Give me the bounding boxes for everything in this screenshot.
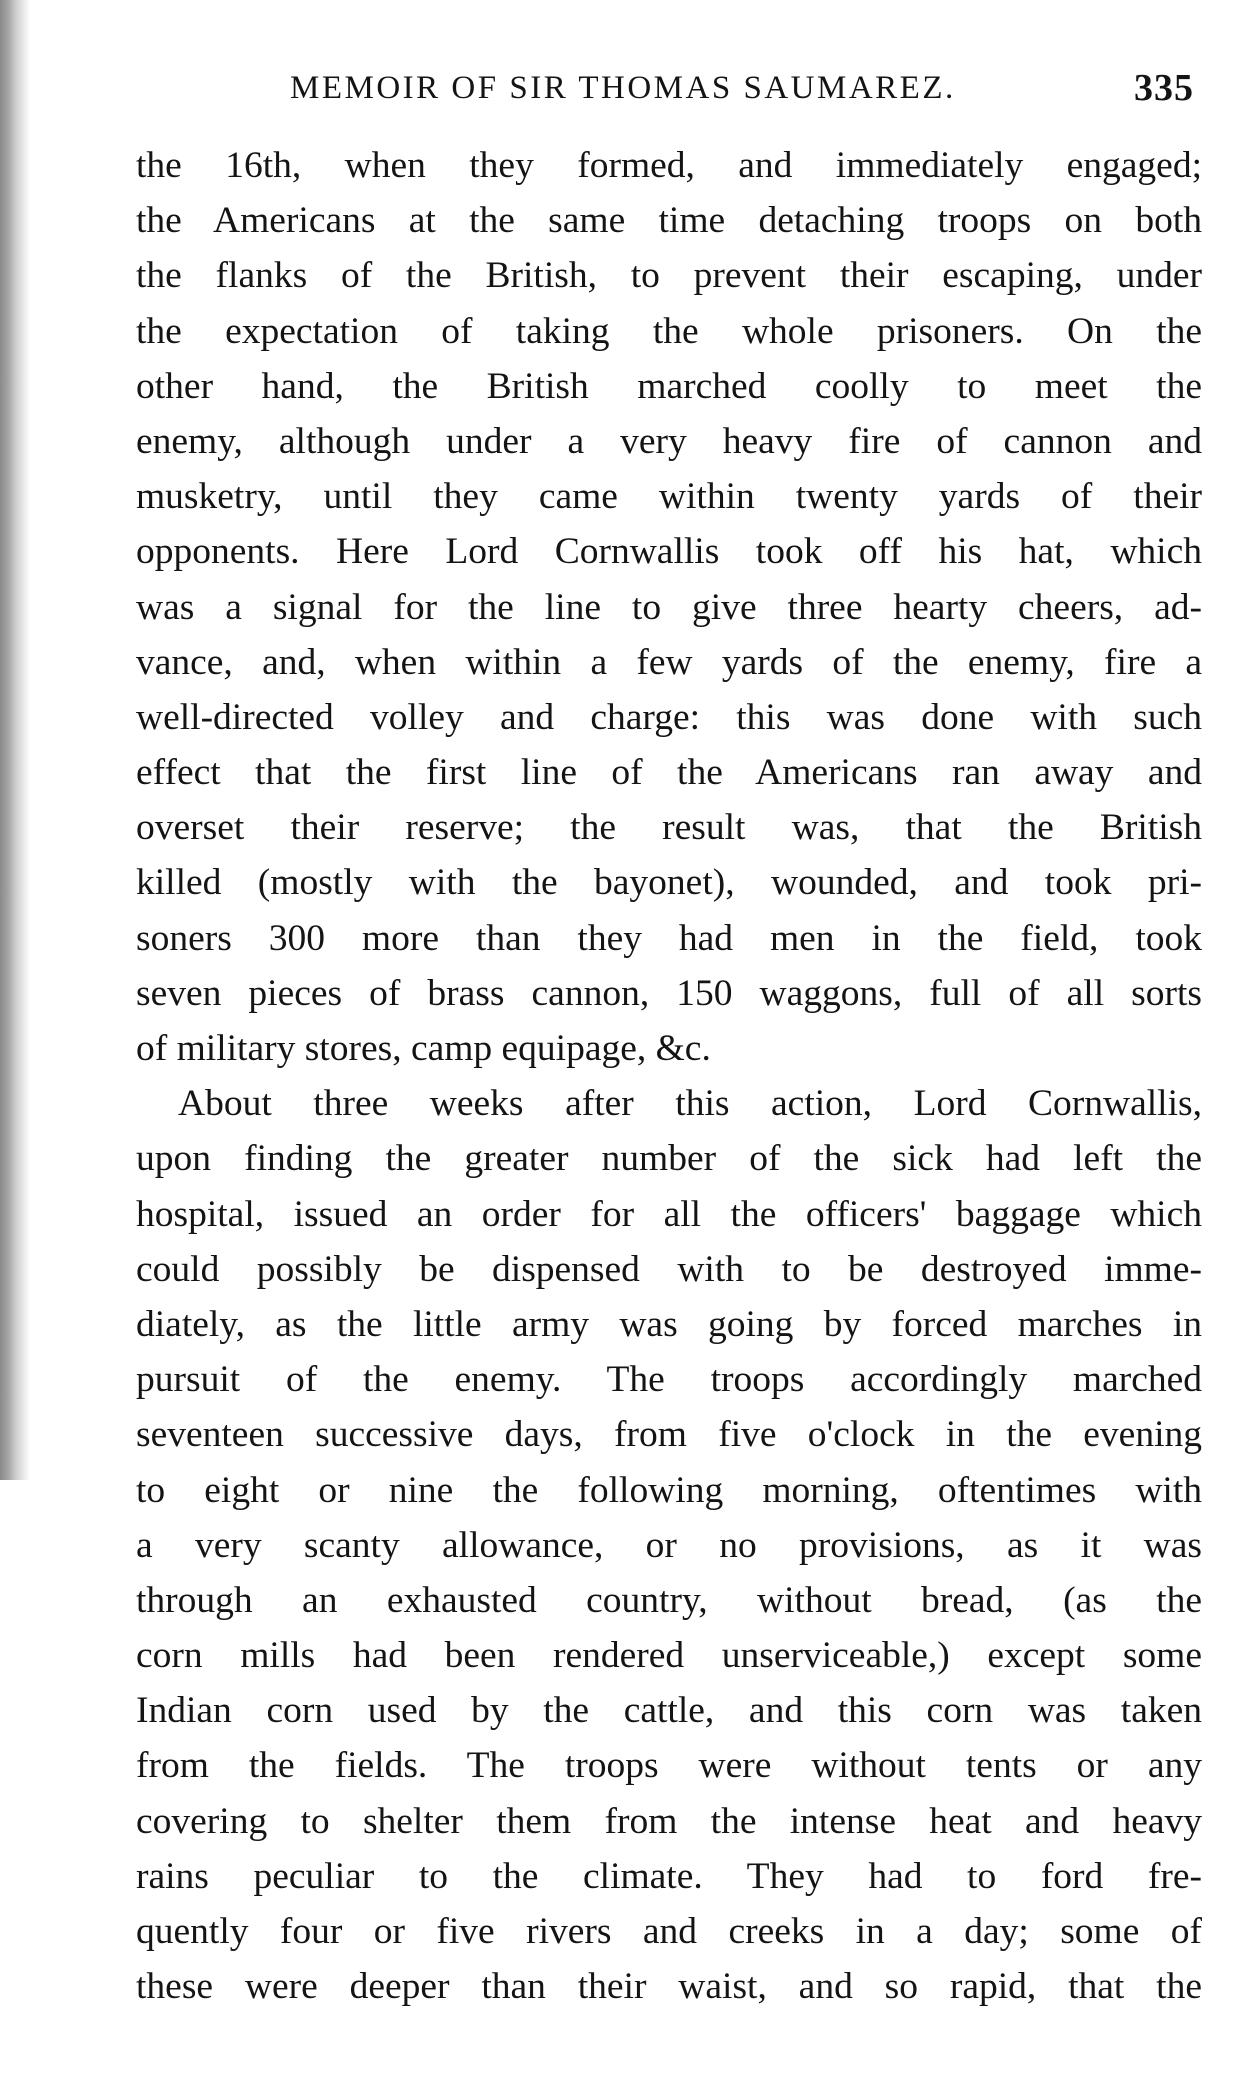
text-line: overset their reserve; the result was, that the British — [136, 807, 1202, 849]
text-line: corn mills had been rendered unserviceable,) except some — [136, 1635, 1202, 1677]
text-line: the 16th, when they formed, and immediately engaged; — [136, 145, 1202, 186]
text-line: a very scanty allowance, or no provisions, as it was — [136, 1524, 1202, 1566]
text-line: rains peculiar to the climate. They had to ford fre- — [136, 1855, 1202, 1897]
text-line: pursuit of the enemy. The troops accordingly marched — [136, 1359, 1202, 1401]
text-line: hospital, issued an order for all the officers' baggage which — [136, 1193, 1202, 1235]
text-line: the expectation of taking the whole prisoners. On the — [136, 310, 1202, 352]
text-line: covering to shelter them from the intense heat and heavy — [136, 1800, 1202, 1842]
text-line: from the fields. The troops were without tents or any — [136, 1745, 1202, 1787]
text-line: About three weeks after this action, Lord Cornwallis, — [178, 1083, 1202, 1125]
binding-edge-shadow — [0, 0, 30, 1480]
page-header — [282, 66, 1202, 114]
body-text — [136, 138, 1202, 2014]
text-line: effect that the first line of the Americans ran away and — [136, 752, 1202, 794]
text-line: quently four or five rivers and creeks in a day; some of — [136, 1911, 1202, 1952]
text-line: killed (mostly with the bayonet), wounded, and took pri- — [136, 862, 1202, 904]
text-line: was a signal for the line to give three hearty cheers, ad- — [136, 586, 1202, 628]
text-line: diately, as the little army was going by forced marches in — [136, 1303, 1202, 1345]
text-line: well-directed volley and charge: this was done with such — [136, 696, 1202, 738]
text-line: could possibly be dispensed with to be destroyed imme- — [136, 1248, 1202, 1290]
text-line: musketry, until they came within twenty yards of their — [136, 476, 1202, 518]
paragraph-2 — [136, 1076, 1202, 2014]
text-line: opponents. Here Lord Cornwallis took off his hat, which — [136, 531, 1202, 573]
text-line: through an exhausted country, without bread, (as the — [136, 1579, 1202, 1621]
text-line: vance, and, when within a few yards of the enemy, fire a — [136, 641, 1202, 683]
text-line: other hand, the British marched coolly to meet the — [136, 365, 1202, 407]
text-line: Indian corn used by the cattle, and this corn was taken — [136, 1690, 1202, 1732]
running-title: MEMOIR OF SIR THOMAS SAUMAREZ. — [290, 70, 956, 106]
text-line: these were deeper than their waist, and so rapid, that the — [136, 1966, 1202, 2008]
text-line: soners 300 more than they had men in the field, took — [136, 917, 1202, 959]
text-line: the Americans at the same time detaching troops on both — [136, 200, 1202, 242]
text-line: enemy, although under a very heavy fire of cannon and — [136, 420, 1202, 462]
paragraph-1 — [136, 138, 1202, 1076]
text-line: to eight or nine the following morning, oftentimes with — [136, 1469, 1202, 1511]
text-line: of military stores, camp equipage, &c. — [136, 1028, 711, 1069]
text-line: seven pieces of brass cannon, 150 waggons, full of all sorts — [136, 972, 1202, 1014]
text-line: upon finding the greater number of the sick had left the — [136, 1138, 1202, 1180]
text-line: the flanks of the British, to prevent their escaping, under — [136, 255, 1202, 297]
text-line: seventeen successive days, from five o'clock in the evening — [136, 1414, 1202, 1456]
page-number: 335 — [1134, 67, 1194, 109]
